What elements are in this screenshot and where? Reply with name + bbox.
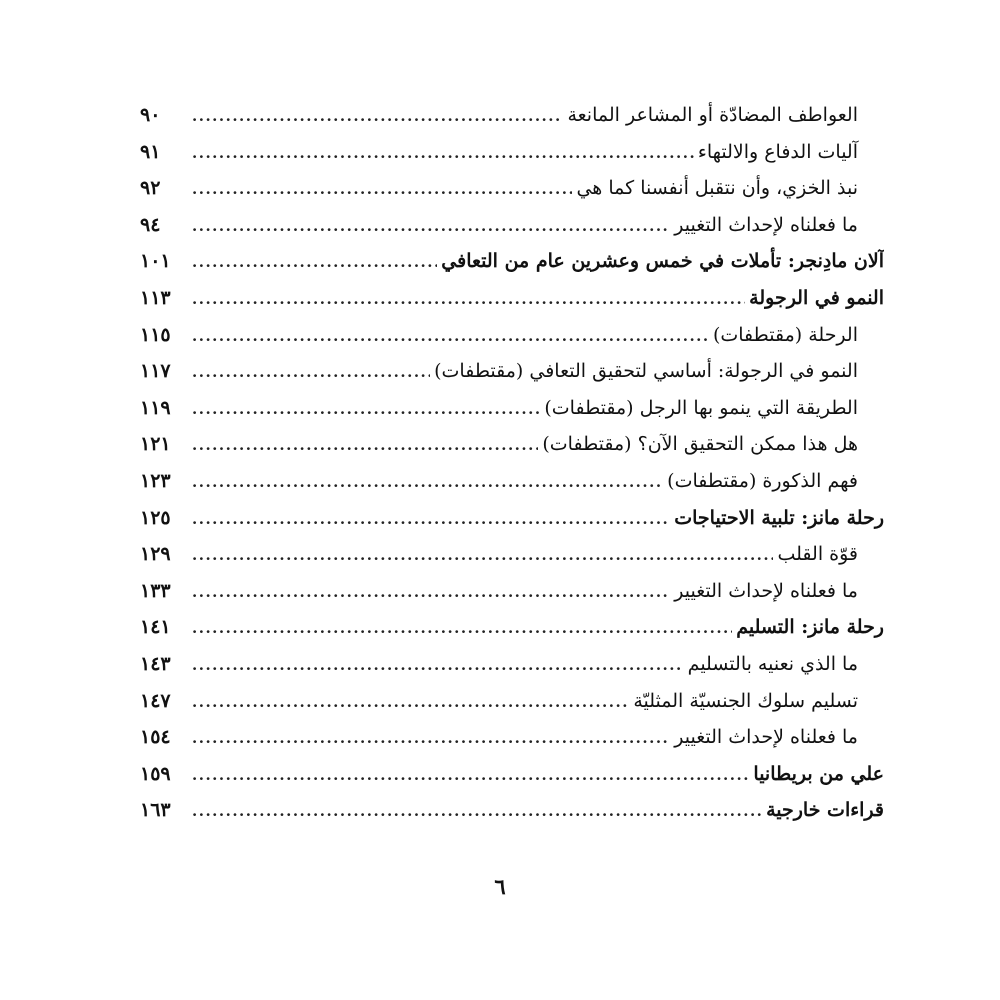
toc-entry-title: آلان مادِنجر: تأملات في خمس وعشرين عام من التعافي	[441, 250, 884, 273]
toc-entry-page-number: ١٥٩	[140, 762, 171, 785]
toc-entry-page-number: ٩٤	[140, 213, 161, 236]
toc-entry-page-number: ١٢٣	[140, 469, 171, 492]
toc-entry-title: ما فعلناه لإحداث التغيير	[674, 579, 858, 602]
toc-entry-title: ما فعلناه لإحداث التغيير	[674, 213, 858, 236]
toc-entry-page-number: ١٦٣	[140, 799, 171, 822]
toc-chapter-entry	[140, 792, 884, 829]
dot-leader	[192, 757, 749, 793]
toc-entry-page-number: ١٤٣	[140, 652, 171, 675]
toc-entry-title: ما الذي نعنيه بالتسليم	[687, 652, 858, 675]
toc-entry-title: فهم الذكورة (مقتطفات)	[667, 469, 858, 492]
toc-entry-page-number: ١٢٩	[140, 543, 171, 566]
toc-entry-title: ما فعلناه لإحداث التغيير	[674, 726, 858, 749]
toc-section-entry	[140, 353, 884, 390]
dot-leader	[192, 281, 745, 317]
toc-entry-page-number: ١١٥	[140, 323, 171, 346]
dot-leader	[192, 244, 437, 280]
toc-section-entry	[140, 536, 884, 573]
toc-entry-page-number: ١٤١	[140, 616, 171, 639]
toc-section-entry	[140, 573, 884, 610]
toc-entry-page-number: ١٢١	[140, 433, 171, 456]
toc-section-entry	[140, 317, 884, 354]
toc-section-entry	[140, 426, 884, 463]
toc-section-entry	[140, 463, 884, 500]
toc-entry-title: النمو في الرجولة: أساسي لتحقيق التعافي (مقتطفات)	[434, 360, 858, 383]
toc-chapter-entry	[140, 280, 884, 317]
toc-entry-page-number: ٩٠	[140, 104, 161, 126]
toc-entry-page-number: ١٢٥	[140, 506, 171, 529]
toc-entry-page-number: ١١٩	[140, 396, 171, 419]
dot-leader	[192, 647, 684, 683]
toc-entry-page-number: ١٤٧	[140, 689, 171, 712]
toc-section-entry	[140, 719, 884, 756]
dot-leader	[192, 574, 670, 610]
toc-chapter-entry	[140, 756, 884, 793]
dot-leader	[192, 793, 762, 829]
toc-entry-page-number: ٩٢	[140, 177, 161, 200]
dot-leader	[192, 135, 694, 171]
toc-entry-title: علي من بريطانيا	[753, 762, 884, 785]
toc-chapter-entry	[140, 609, 884, 646]
dot-leader	[192, 720, 670, 756]
dot-leader	[192, 318, 709, 354]
toc-section-entry	[140, 134, 884, 171]
dot-leader	[192, 501, 670, 537]
toc-entry-title: آليات الدفاع والالتهاء	[697, 140, 858, 163]
toc-entry-title: نبذ الخزي، وأن نتقبل أنفسنا كما هي	[576, 177, 858, 200]
page-number: ٦	[494, 874, 506, 899]
dot-leader	[192, 98, 563, 134]
toc-entry-title: رحلة مانز: التسليم	[736, 616, 884, 639]
toc-entry-page-number: ١٥٤	[140, 726, 171, 749]
dot-leader	[192, 464, 663, 500]
toc-entry-title: الرحلة (مقتطفات)	[712, 323, 858, 346]
toc-section-entry	[140, 170, 884, 207]
dot-leader	[192, 354, 430, 390]
toc-chapter-entry	[140, 500, 884, 537]
dot-leader	[192, 391, 540, 427]
table-of-contents	[140, 97, 884, 829]
toc-entry-title: العواطف المضادّة أو المشاعر المانعة	[567, 104, 858, 126]
dot-leader	[192, 427, 538, 463]
dot-leader	[192, 610, 732, 646]
toc-entry-page-number: ٩١	[140, 140, 161, 163]
toc-entry-title: قوّة القلب	[777, 543, 858, 566]
dot-leader	[192, 684, 629, 720]
toc-entry-title: تسليم سلوك الجنسيّة المثليّة	[633, 689, 858, 712]
toc-entry-page-number: ١٠١	[140, 250, 171, 273]
toc-section-entry	[140, 683, 884, 720]
toc-entry-title: النمو في الرجولة	[749, 286, 884, 309]
dot-leader	[192, 208, 670, 244]
toc-entry-page-number: ١١٧	[140, 360, 171, 383]
toc-entry-page-number: ١٣٣	[140, 579, 171, 602]
dot-leader	[192, 171, 572, 207]
toc-entry-page-number: ١١٣	[140, 286, 171, 309]
toc-section-entry	[140, 207, 884, 244]
toc-section-entry	[140, 646, 884, 683]
toc-entry-title: الطريقة التي ينمو بها الرجل (مقتطفات)	[544, 396, 858, 419]
toc-section-entry	[140, 390, 884, 427]
toc-entry-title: هل هذا ممكن التحقيق الآن؟ (مقتطفات)	[542, 433, 858, 456]
dot-leader	[192, 537, 773, 573]
toc-entry-title: قراءات خارجية	[766, 799, 884, 822]
toc-chapter-entry	[140, 243, 884, 280]
toc-entry-title: رحلة مانز: تلبية الاحتياجات	[674, 506, 884, 529]
toc-section-entry	[140, 97, 884, 134]
